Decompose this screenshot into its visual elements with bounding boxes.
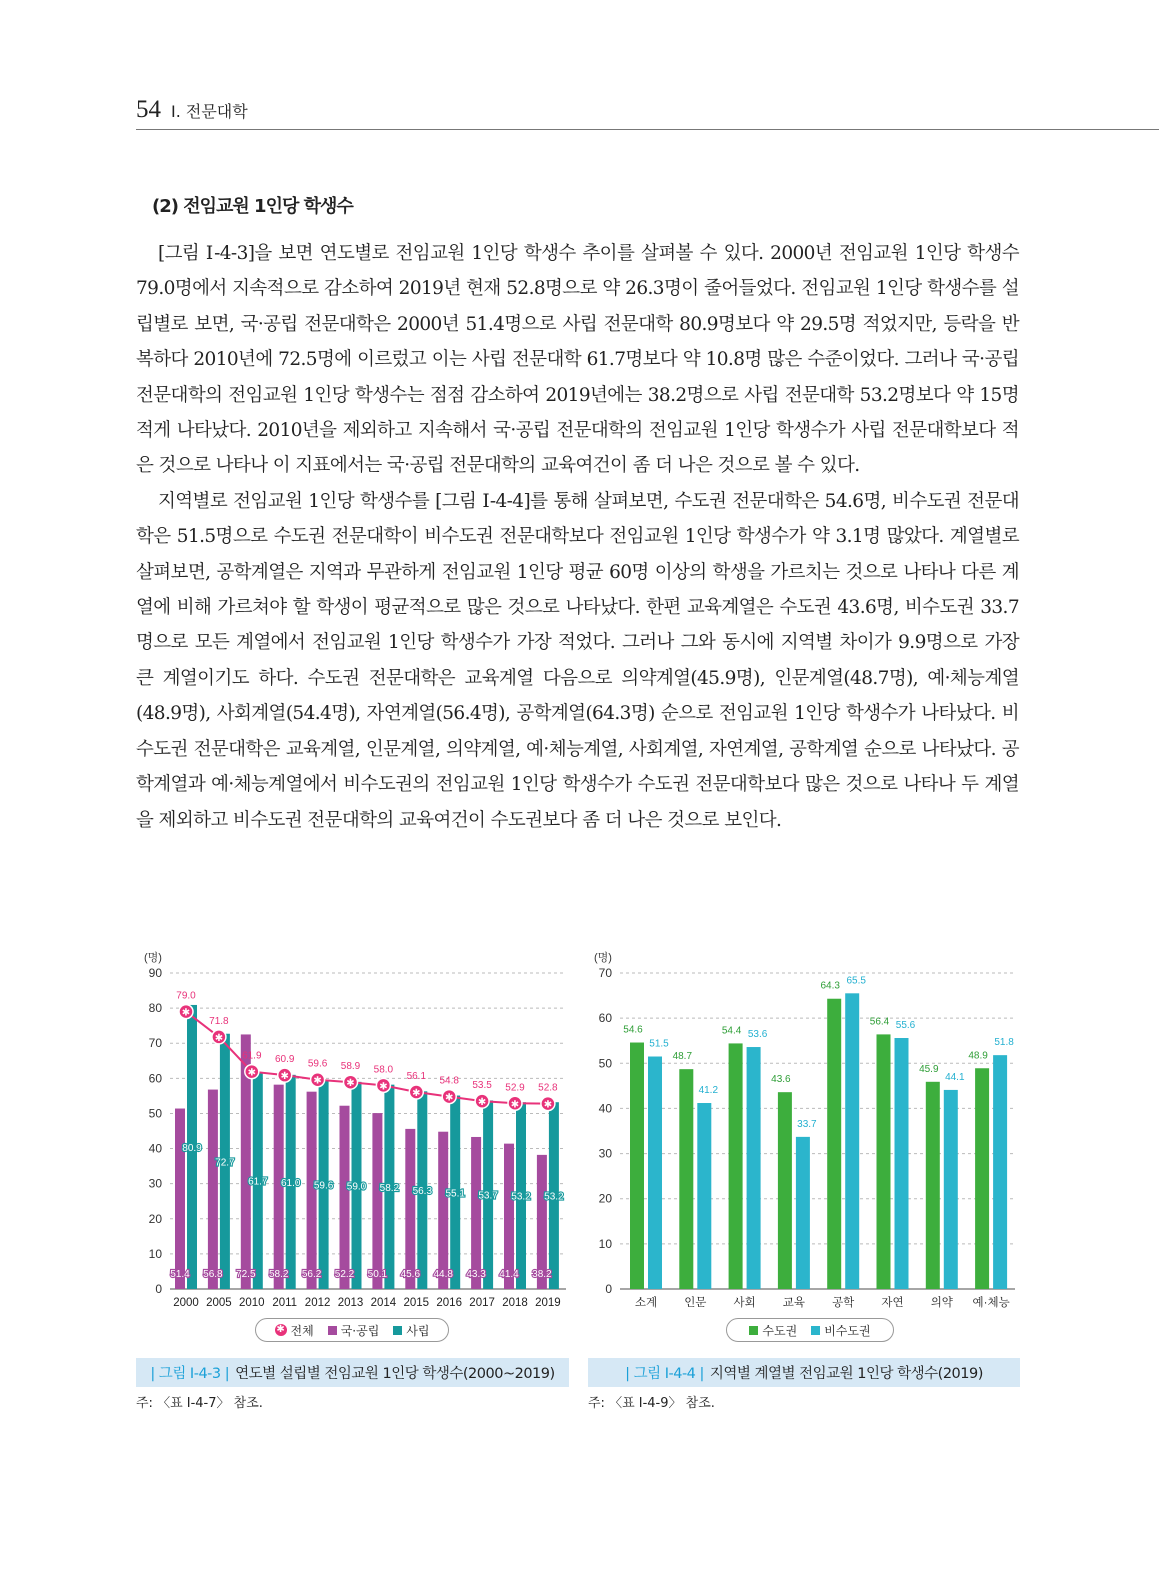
bar-public [340, 1106, 350, 1289]
asterisk-icon: ✱ [412, 1088, 421, 1100]
asterisk-icon: ✱ [477, 1097, 487, 1109]
bar-public [504, 1144, 514, 1289]
x-tick-label: 2015 [403, 1297, 430, 1309]
x-tick-label: 2012 [304, 1297, 331, 1309]
chart2-legend [726, 1318, 894, 1342]
x-tick-label: 2016 [436, 1297, 462, 1309]
chart-region-by-field [586, 945, 1026, 1315]
bar-capital [630, 1043, 644, 1289]
x-tick-label: 2013 [337, 1297, 364, 1309]
x-tick-label: 2017 [469, 1297, 495, 1309]
chapter-title: Ⅰ. 전문대학 [171, 102, 248, 121]
bar-public [175, 1109, 185, 1289]
asterisk-marker-icon: ✱ [276, 1324, 285, 1335]
asterisk-icon: ✱ [214, 1032, 224, 1044]
y-tick-label: 20 [598, 1191, 612, 1206]
data-label-total: 52.8 [538, 1082, 558, 1094]
asterisk-icon: ✱ [346, 1078, 355, 1090]
data-label-private: 53.2 [511, 1191, 531, 1203]
data-label-noncapital: 44.1 [945, 1071, 965, 1083]
data-label-total: 58.0 [373, 1064, 394, 1076]
x-tick-label: 공학 [832, 1297, 855, 1309]
data-label-total: 52.9 [505, 1082, 525, 1094]
data-label-private: 53.7 [478, 1190, 498, 1202]
y-tick-label: 0 [605, 1282, 612, 1296]
legend-item-public: 국·공립 [328, 1322, 380, 1339]
data-label-private: 58.2 [379, 1182, 400, 1194]
data-label-noncapital: 33.7 [797, 1118, 817, 1130]
data-label-noncapital: 65.5 [846, 975, 866, 987]
y-tick-label: 30 [598, 1146, 612, 1161]
data-label-public: 45.6 [400, 1269, 421, 1280]
data-label-capital: 45.9 [919, 1063, 939, 1075]
data-label-public: 50.1 [367, 1269, 388, 1280]
bar-public [471, 1137, 481, 1289]
chart1-caption [136, 1358, 569, 1387]
y-axis-unit: (명) [594, 952, 612, 964]
header-divider [136, 129, 1159, 130]
bar-noncapital [845, 993, 859, 1289]
bar-noncapital [648, 1057, 662, 1289]
x-tick-label: 교육 [782, 1297, 806, 1309]
asterisk-icon: ✱ [543, 1099, 553, 1111]
bar-capital [679, 1069, 693, 1289]
y-tick-label: 40 [598, 1101, 612, 1116]
asterisk-icon: ✱ [510, 1099, 520, 1111]
figure-label: | 그림 Ⅰ-4-3 | [150, 1366, 230, 1382]
asterisk-icon: ✱ [247, 1067, 256, 1079]
y-tick-label: 10 [148, 1246, 162, 1261]
x-tick-label: 자연 [881, 1297, 904, 1309]
data-label-public: 44.8 [433, 1269, 453, 1280]
asterisk-icon: ✱ [445, 1092, 454, 1104]
data-label-public: 43.3 [466, 1269, 486, 1280]
x-tick-label: 2005 [206, 1297, 232, 1309]
data-label-capital: 54.4 [721, 1025, 742, 1037]
y-tick-label: 70 [148, 1036, 162, 1051]
bar-capital [926, 1082, 940, 1289]
y-tick-label: 40 [148, 1141, 162, 1156]
x-tick-label: 의약 [930, 1297, 953, 1309]
data-label-private: 80.9 [182, 1142, 202, 1154]
data-label-noncapital: 51.8 [994, 1037, 1014, 1049]
data-label-capital: 64.3 [820, 980, 840, 992]
y-tick-label: 50 [148, 1106, 162, 1121]
bar-noncapital [747, 1047, 761, 1289]
asterisk-icon: ✱ [181, 1007, 191, 1019]
data-label-total: 54.8 [439, 1075, 459, 1087]
data-label-noncapital: 55.6 [895, 1020, 916, 1032]
page-header [136, 96, 248, 124]
data-label-public: 41.4 [499, 1269, 519, 1280]
legend-item-private: 사립 [393, 1322, 429, 1339]
data-label-capital: 43.6 [771, 1074, 791, 1086]
data-label-private: 61.0 [280, 1177, 301, 1189]
bar-noncapital [697, 1103, 711, 1289]
bar-noncapital [944, 1090, 958, 1289]
asterisk-icon: ✱ [280, 1071, 289, 1083]
bar-public [438, 1132, 448, 1289]
swatch-icon [749, 1326, 758, 1335]
x-tick-label: 2010 [239, 1297, 265, 1309]
bar-noncapital [796, 1137, 810, 1289]
data-label-total: 71.8 [209, 1015, 229, 1027]
bar-capital [729, 1043, 743, 1289]
y-tick-label: 70 [598, 966, 612, 980]
bar-public [208, 1090, 218, 1289]
y-tick-label: 50 [598, 1056, 612, 1071]
bar-capital [877, 1034, 891, 1289]
y-tick-label: 10 [598, 1236, 612, 1251]
data-label-total: 60.9 [274, 1054, 295, 1066]
y-tick-label: 80 [148, 1001, 162, 1016]
data-label-noncapital: 53.6 [747, 1029, 768, 1041]
data-label-private: 72.7 [215, 1157, 235, 1169]
y-tick-label: 20 [148, 1211, 162, 1226]
figure-label: | 그림 Ⅰ-4-4 | [625, 1366, 704, 1382]
bar-public [372, 1113, 382, 1289]
data-label-total: 56.1 [406, 1071, 427, 1083]
x-tick-label: 인문 [684, 1297, 707, 1309]
bar-noncapital [895, 1038, 909, 1289]
y-tick-label: 90 [148, 966, 162, 980]
data-label-noncapital: 41.2 [698, 1085, 719, 1097]
data-label-capital: 48.7 [672, 1051, 693, 1063]
x-tick-label: 2014 [370, 1297, 397, 1309]
figure-title: 지역별 계열별 전임교원 1인당 학생수(2019) [709, 1366, 983, 1382]
data-label-public: 56.2 [301, 1269, 322, 1280]
x-tick-label: 2019 [535, 1297, 561, 1309]
data-label-capital: 54.6 [623, 1024, 643, 1036]
data-label-total: 59.6 [307, 1058, 328, 1070]
x-tick-label: 사회 [733, 1297, 756, 1309]
section-title: (2) 전임교원 1인당 학생수 [152, 196, 353, 217]
chart1-legend [255, 1318, 449, 1342]
data-label-capital: 56.4 [869, 1016, 890, 1028]
bar-capital [975, 1068, 989, 1289]
x-tick-label: 2018 [502, 1297, 528, 1309]
data-label-public: 56.8 [203, 1269, 223, 1280]
bar-noncapital [993, 1055, 1007, 1289]
data-label-public: 58.2 [268, 1269, 289, 1280]
line-total [186, 1012, 548, 1104]
data-label-public: 38.2 [532, 1269, 552, 1280]
data-label-public: 52.2 [334, 1269, 355, 1280]
asterisk-icon: ✱ [313, 1075, 322, 1087]
x-tick-label: 예·체능 [972, 1297, 1010, 1309]
data-label-private: 59.6 [313, 1180, 334, 1192]
legend-item-noncapital: 비수도권 [811, 1322, 870, 1339]
x-tick-label: 2000 [173, 1297, 199, 1309]
paragraph: 지역별로 전임교원 1인당 학생수를 [그림 Ⅰ-4-4]를 통해 살펴보면, 수도권 전문대학은 54.6명, 비수도권 전문대학은 51.5명으로 수도권 전문대학이 비수도권 전문대학보다 전임교원 1인당 학생수가 약 3.1명 많았다. 계열별로 살펴보면, 공학계열은 지역과 무관하게 전임교원 1인당 평균 60명 이상의 학생을 가르치는 것으로 나타나 다른 계열에 비해 가르쳐야 할 학생이 평균적으로 많은 것으로 나타났다. 한편 교육계열은 수도권 43.6명, 비수도권 33.7명으로 모든 계열에서 전임교원 1인당 학생수가 가장 적었다. 그러나 그와 동시에 지역별 차이가 9.9명으로 가장 큰 계열이기도 하다. 수도권 전문대학은 교육계열 다음으로 의약계열(45.9명), 인문계열(48.7명), 예·체능계열(48.9명), 사회계열(54.4명), 자연계열(56.4명), 공학계열(64.3명) 순으로 전임교원 1인당 학생수가 나타났다. 비수도권 전문대학은 교육계열, 인문계열, 의약계열, 예·체능계열, 사회계열, 자연계열, 공학계열 순으로 나타났다. 공학계열과 예·체능계열에서 비수도권의 전임교원 1인당 학생수가 수도권 전문대학보다 많은 것으로 나타나 두 계열을 제외하고 비수도권 전문대학의 교육여건이 수도권보다 좀 더 나은 것으로 보인다. [136, 490, 1019, 831]
chart2-note: 주: 〈표 Ⅰ-4-9〉 참조. [588, 1396, 715, 1411]
page-number: 54 [136, 96, 161, 123]
body-text [136, 236, 1019, 838]
data-label-total: 61.9 [242, 1050, 262, 1062]
x-tick-label: 소계 [634, 1297, 658, 1309]
bar-capital [778, 1092, 792, 1289]
data-label-total: 79.0 [176, 990, 196, 1002]
legend-item-total: ✱ 전체 [276, 1323, 314, 1338]
y-axis-unit: (명) [144, 952, 162, 964]
data-label-noncapital: 51.5 [649, 1038, 669, 1050]
data-label-public: 72.5 [236, 1269, 256, 1280]
swatch-icon [393, 1326, 402, 1335]
y-tick-label: 60 [598, 1011, 612, 1026]
paragraph: [그림 Ⅰ-4-3]을 보면 연도별로 전임교원 1인당 학생수 추이를 살펴볼 수 있다. 2000년 전임교원 1인당 학생수 79.0명에서 지속적으로 감소하여 2019년 현재 52.8명으로 약 26.3명이 줄어들었다. 전임교원 1인당 학생수를 설립별로 보면, 국·공립 전문대학은 2000년 51.4명으로 사립 전문대학 80.9명보다 약 29.5명 적었지만, 등락을 반복하다 2010년에 72.5명에 이르렀고 이는 사립 전문대학 61.7명보다 약 10.8명 많은 수준이었다. 그러나 국·공립 전문대학의 전임교원 1인당 학생수는 점점 감소하여 2019년에는 38.2명으로 사립 전문대학 53.2명보다 약 15명 적게 나타났다. 2010년을 제외하고 지속해서 국·공립 전문대학의 전임교원 1인당 학생수가 사립 전문대학보다 적은 것으로 나타나 이 지표에서는 국·공립 전문대학의 교육여건이 좀 더 나은 것으로 볼 수 있다. [136, 243, 1019, 477]
y-tick-label: 30 [148, 1176, 162, 1191]
bar-public [405, 1129, 415, 1289]
data-label-public: 51.4 [170, 1269, 190, 1280]
y-tick-label: 60 [148, 1071, 162, 1086]
data-label-private: 59.0 [346, 1181, 367, 1193]
figure-title: 연도별 설립별 전임교원 1인당 학생수(2000~2019) [235, 1366, 555, 1382]
data-label-total: 58.9 [340, 1061, 361, 1073]
data-label-private: 53.2 [544, 1191, 564, 1203]
data-label-private: 61.7 [248, 1176, 268, 1188]
swatch-icon [328, 1326, 337, 1335]
data-label-private: 56.3 [412, 1186, 433, 1198]
chart1-note: 주: 〈표 Ⅰ-4-7〉 참조. [136, 1396, 263, 1411]
chart2-caption [588, 1358, 1020, 1387]
data-label-total: 53.5 [472, 1080, 492, 1092]
chart-yearly-by-type [136, 945, 576, 1315]
asterisk-icon: ✱ [379, 1081, 388, 1093]
swatch-icon [811, 1326, 820, 1335]
y-tick-label: 0 [155, 1282, 162, 1296]
data-label-private: 55.1 [445, 1188, 465, 1200]
legend-item-capital: 수도권 [749, 1322, 797, 1339]
x-tick-label: 2011 [272, 1297, 298, 1309]
bar-capital [827, 999, 841, 1289]
data-label-capital: 48.9 [968, 1050, 988, 1062]
